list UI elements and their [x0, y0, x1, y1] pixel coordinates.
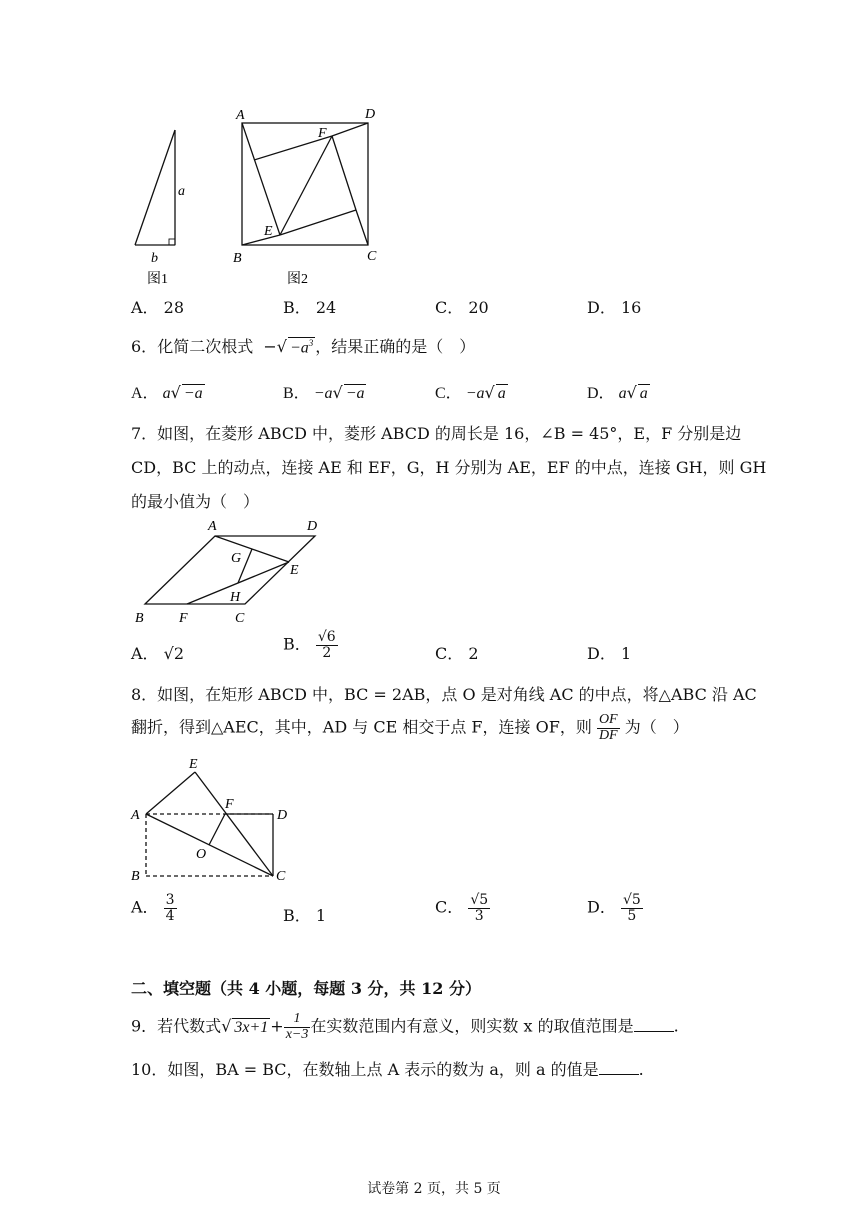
- q8-label-E: E: [189, 757, 198, 772]
- q5-figure: [120, 100, 400, 295]
- q6-option-c[interactable]: C． −a√ a: [435, 383, 506, 402]
- q8-option-b[interactable]: B． 1: [283, 906, 327, 925]
- fig1-triangle: [135, 130, 175, 245]
- q7-label-D: D: [307, 519, 318, 534]
- q7-line-1: 7．如图，在菱形 ABCD 中，菱形 ABCD 的周长是 16，∠B = 45°，E，F 分别是边: [131, 424, 742, 443]
- fig2-label-C: C: [367, 249, 377, 264]
- q7-line-3: 的最小值为（ ）: [131, 492, 260, 511]
- q5-option-d[interactable]: D． 16: [587, 298, 642, 317]
- q7-option-a[interactable]: A． √2: [131, 644, 185, 663]
- q6-stem: 6．化简二次根式 −√ $-a^3$ ，结果正确的是（ ）: [131, 337, 476, 356]
- fig2-label-D: D: [365, 107, 376, 122]
- q8-option-a[interactable]: A． $\frac{3}{4}$: [131, 892, 175, 924]
- q7-line-2: CD，BC 上的动点，连接 AE 和 EF，G，H 分别为 AE，EF 的中点，连接 GH，则 GH: [131, 458, 767, 477]
- q8-option-c[interactable]: C． $\frac{√5}{3}$: [435, 892, 489, 924]
- q9-line: 9．若代数式√ 3x+1 + $\frac{1}{x-3}$ 在实数范围内有意义，则实数 x 的取值范围是 .: [131, 1011, 679, 1042]
- fig2-label-B: B: [233, 251, 242, 266]
- q9-answer-blank[interactable]: [634, 1031, 674, 1032]
- q7-label-F: F: [179, 611, 188, 626]
- q8-label-D: D: [277, 808, 288, 823]
- fig2-label-F: F: [318, 126, 327, 141]
- q5-option-c[interactable]: C． 20: [435, 298, 489, 317]
- q5-option-b[interactable]: B． 24: [283, 298, 337, 317]
- q10-answer-blank[interactable]: [599, 1074, 639, 1075]
- fig1-caption: 图1: [147, 272, 168, 287]
- q6-option-b[interactable]: B． −a√ −a: [283, 383, 365, 402]
- fig2-label-A: A: [236, 108, 245, 123]
- q6-option-a[interactable]: A． a√ −a: [131, 383, 203, 402]
- q7-option-c[interactable]: C． 2: [435, 644, 479, 663]
- q7-label-E: E: [290, 563, 299, 578]
- q7-option-b[interactable]: B． $\frac{√6}{2}$: [283, 629, 336, 661]
- q5-option-a[interactable]: A． 28: [131, 298, 185, 317]
- q7-label-C: C: [235, 611, 245, 626]
- fig1-label-a: a: [178, 184, 185, 199]
- q7-label-A: A: [208, 519, 217, 534]
- q7-option-d[interactable]: D． 1: [587, 644, 632, 663]
- q8-rectangle-figure: [125, 752, 305, 887]
- q8-line-1: 8．如图，在矩形 ABCD 中，BC = 2AB，点 O 是对角线 AC 的中点，将△ABC 沿 AC: [131, 685, 757, 704]
- q8-line-2: 翻折，得到△AEC，其中，AD 与 CE 相交于点 F，连接 OF，则 $\frac{OF}{DF}$ 为（ ）: [131, 712, 689, 743]
- q6-option-d[interactable]: D． a√ a: [587, 383, 648, 402]
- q8-label-B: B: [131, 869, 140, 884]
- q8-label-A: A: [131, 808, 140, 823]
- q8-label-C: C: [276, 869, 286, 884]
- fig1-label-b: b: [151, 251, 158, 266]
- q10-line: 10．如图，BA = BC，在数轴上点 A 表示的数为 a，则 a 的值是 .: [131, 1060, 644, 1079]
- q6-radical-expression: −√ $-a^3$: [263, 337, 314, 356]
- q7-label-H: H: [230, 590, 241, 605]
- q7-rhombus-figure: [125, 512, 345, 632]
- fig2-label-E: E: [264, 224, 273, 239]
- q8-label-F: F: [225, 797, 234, 812]
- q7-label-B: B: [135, 611, 144, 626]
- fig2-caption: 图2: [287, 272, 308, 287]
- section-2-title: 二、填空题（共 4 小题，每题 3 分，共 12 分）: [131, 979, 481, 998]
- q8-option-d[interactable]: D． $\frac{√5}{5}$: [587, 892, 641, 924]
- page-footer: 试卷第 2 页，共 5 页: [367, 1181, 501, 1197]
- q8-label-O: O: [196, 847, 207, 862]
- q7-label-G: G: [231, 551, 242, 566]
- fig2-square: [242, 123, 368, 245]
